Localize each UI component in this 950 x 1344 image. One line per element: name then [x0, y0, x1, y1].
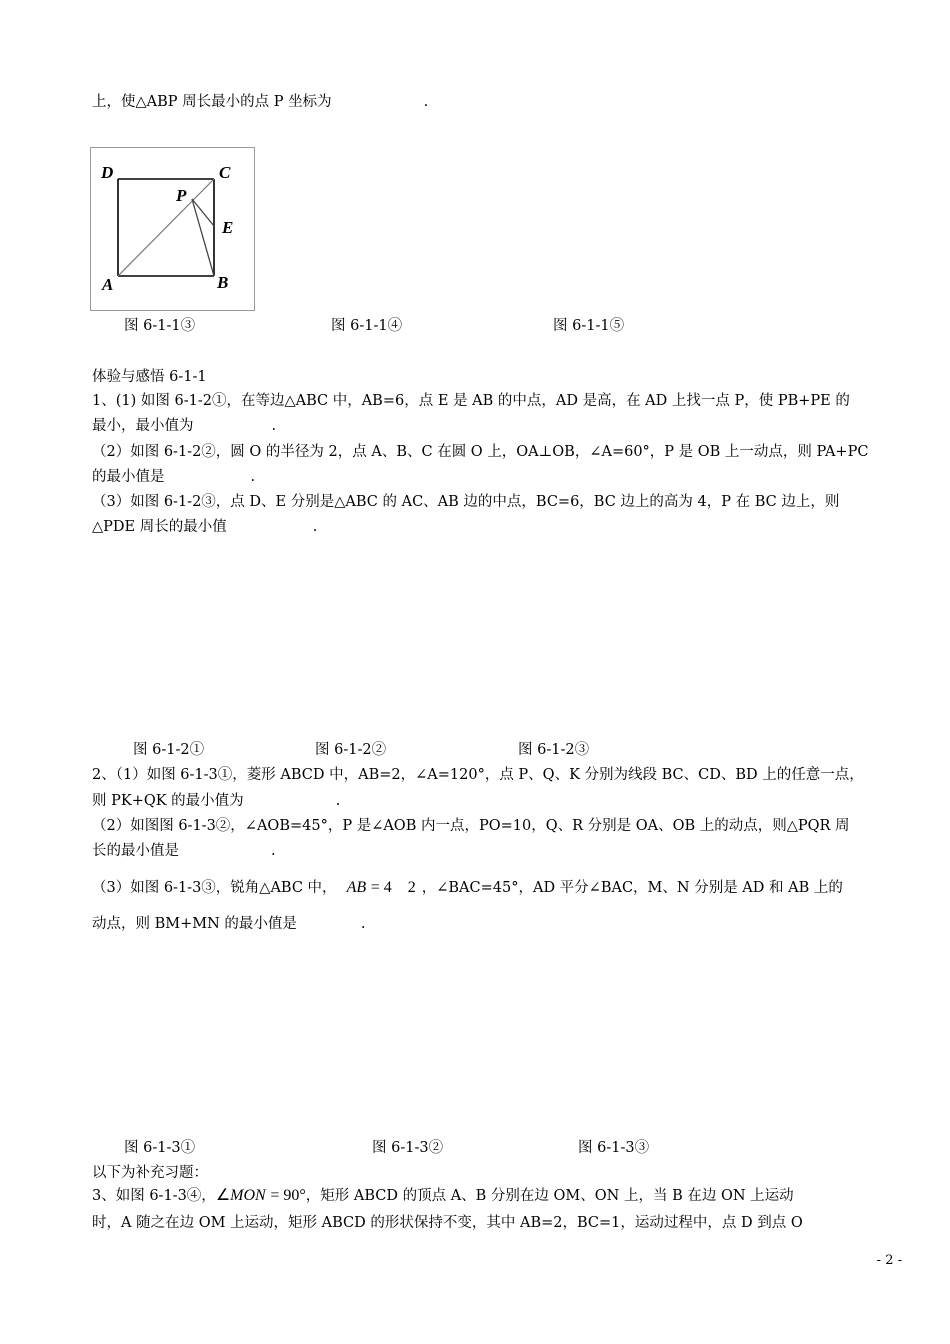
section-title: 体验与感悟 6-1-1	[92, 369, 207, 385]
caption-6-1-3-2: 图 6-1-3②	[372, 1140, 444, 1156]
caption-6-1-2-1: 图 6-1-2①	[133, 742, 205, 758]
q1-part2-line1: （2）如图 6-1-2②，圆 O 的半径为 2，点 A、B、C 在圆 O 上，OA⊥OB，∠A=60°，P 是 OB 上一动点，则 PA+PC	[92, 444, 869, 460]
math-equals-90: = 90°	[270, 1187, 306, 1204]
caption-6-1-1-5: 图 6-1-1⑤	[553, 318, 625, 334]
intro-line	[92, 90, 428, 111]
caption-6-1-1-3: 图 6-1-1③	[124, 318, 196, 334]
q2-part2-line2	[92, 839, 276, 860]
caption-6-1-1-4: 图 6-1-1④	[331, 318, 403, 334]
q2-part3-line2	[92, 912, 366, 933]
q2-part1-line2	[92, 789, 340, 810]
caption-6-1-3-3: 图 6-1-3③	[578, 1140, 650, 1156]
q2-part1-line1: 2、（1）如图 6-1-3①，菱形 ABCD 中，AB=2，∠A=120°，点 P、Q、K 分别为线段 BC、CD、BD 上的任意一点，	[92, 767, 864, 783]
q2-part2-end: .	[271, 843, 276, 859]
math-sqrt-2: 2	[407, 879, 416, 896]
label-e: E	[222, 218, 234, 237]
q1-part1-line2	[92, 414, 276, 435]
q2-part2-line1: （2）如图图 6-1-3②，∠AOB=45°，P 是∠AOB 内一点，PO=10，Q、R 分别是 OA、OB 上的动点，则△PQR 周	[92, 818, 850, 834]
caption-6-1-2-3: 图 6-1-2③	[518, 742, 590, 758]
q2-part3-suffix: ，∠BAC=45°，AD 平分∠BAC，M、N 分别是 AD 和 AB 上的	[421, 880, 843, 896]
label-p: P	[176, 186, 187, 205]
q1-part2-text: 的最小值是	[92, 469, 165, 485]
q1-part3-end: .	[312, 519, 318, 535]
segment-pb	[192, 199, 214, 276]
math-angle: ∠	[215, 1187, 231, 1204]
label-b: B	[217, 273, 229, 292]
q1-part2-line2	[92, 465, 255, 486]
q3-line2: 时，A 随之在边 OM 上运动，矩形 ABCD 的形状保持不变，其中 AB=2，BC=1，运动过程中，点 D 到点 O	[92, 1215, 803, 1231]
q2-part3-end: .	[360, 916, 366, 932]
q2-part3-line1	[92, 876, 843, 897]
figure-square-svg	[91, 148, 254, 310]
q3-line1	[92, 1184, 794, 1205]
q1-part3-text: △PDE 周长的最小值	[92, 519, 227, 535]
math-ab: AB	[346, 879, 367, 896]
label-c: C	[219, 163, 231, 182]
q1-part3-line2	[92, 515, 317, 536]
label-d: D	[101, 163, 114, 182]
math-mon: MON	[230, 1187, 266, 1204]
caption-6-1-3-1: 图 6-1-3①	[124, 1140, 196, 1156]
q2-part2-text: 长的最小值是	[92, 843, 179, 859]
page-number: - 2 -	[876, 1253, 902, 1268]
supplement-title: 以下为补充习题：	[92, 1165, 208, 1181]
q1-part1-text: 最小，最小值为	[92, 418, 194, 434]
math-equals-4: = 4	[370, 879, 392, 896]
intro-end: .	[423, 94, 429, 110]
q3-prefix: 3、如图 6-1-3④，	[92, 1188, 216, 1204]
q2-part1-text: 则 PK+QK 的最小值为	[92, 793, 244, 809]
q2-part3-text: 动点，则 BM+MN 的最小值是	[92, 916, 297, 932]
figure-square	[90, 147, 255, 311]
label-a: A	[102, 275, 114, 294]
q2-part3-prefix: （3）如图 6-1-3③，锐角△ABC 中，	[92, 880, 337, 896]
intro-text: 上，使△ABP 周长最小的点 P 坐标为	[92, 94, 332, 110]
q1-part2-end: .	[250, 469, 256, 485]
q1-part1-end: .	[271, 418, 277, 434]
q1-part3-line1: （3）如图 6-1-2③，点 D、E 分别是△ABC 的 AC、AB 边的中点，BC=6，BC 边上的高为 4，P 在 BC 边上，则	[92, 494, 840, 510]
q2-part1-end: .	[335, 793, 341, 809]
caption-6-1-2-2: 图 6-1-2②	[315, 742, 387, 758]
q3-suffix: ，矩形 ABCD 的顶点 A、B 分别在边 OM、ON 上，当 B 在边 ON 上运动	[305, 1188, 794, 1204]
q1-part1-line1: 1、(1) 如图 6-1-2①，在等边△ABC 中，AB=6，点 E 是 AB 的中点，AD 是高，在 AD 上找一点 P，使 PB+PE 的	[92, 393, 850, 409]
